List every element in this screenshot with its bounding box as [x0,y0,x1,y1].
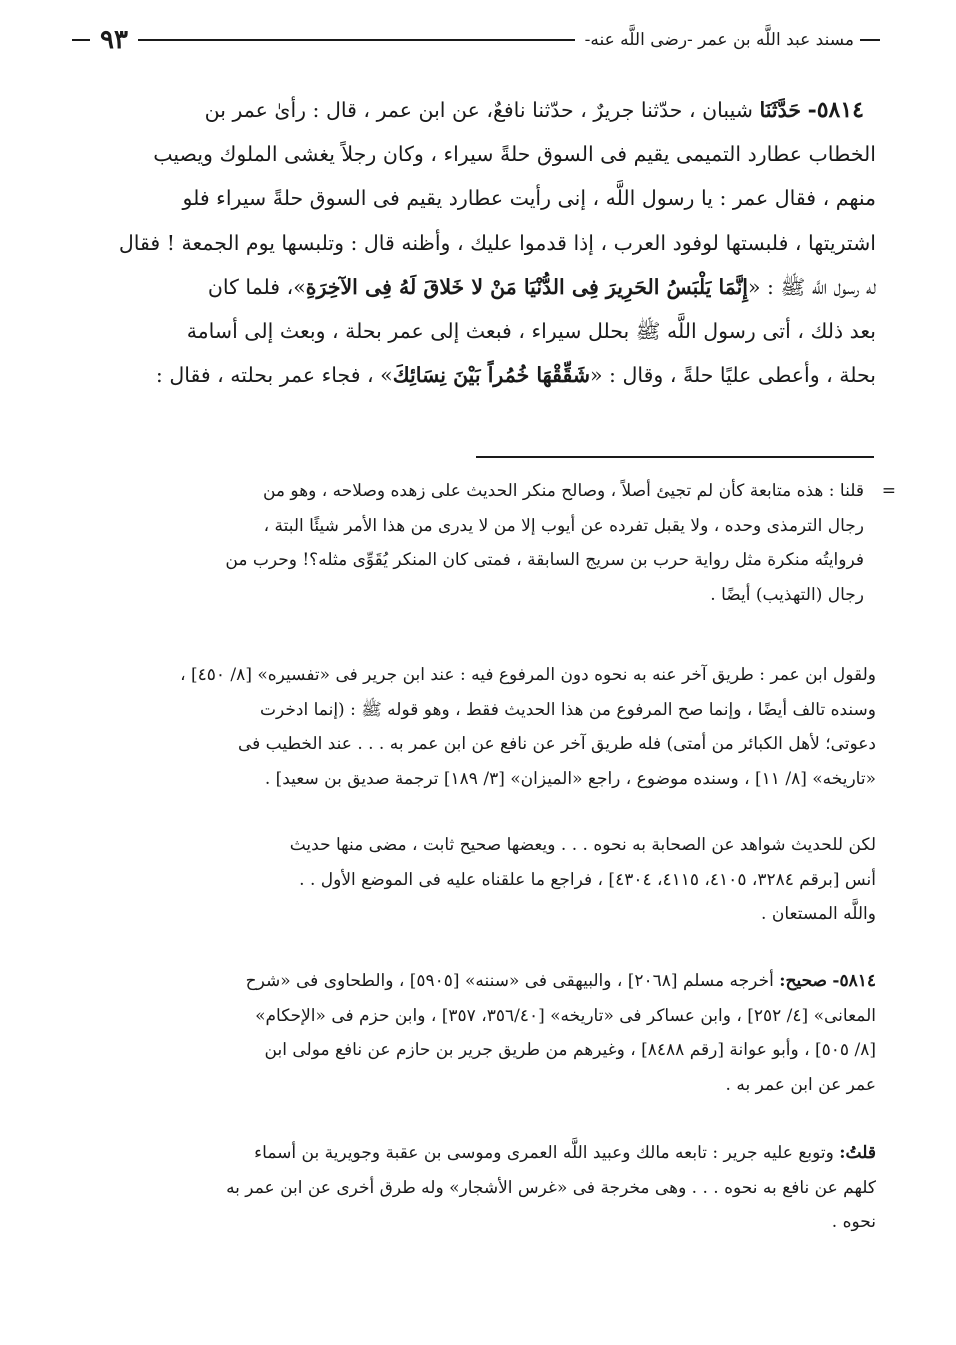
footnote-line: «تاريخه» [٨/ ١١] ، وسنده موضوع ، راجع «الميزان» [٣/ ١٨٩] ترجمة صديق بن سعيد] . [264,768,876,789]
hadith-line [76,353,876,397]
header-dash [72,39,90,41]
hadith-line-text: له رسول اللَّه ﷺ : « [748,274,876,299]
hadith-line-text: »، فلما كان [207,274,306,299]
footnote-line: دعوتى؛ لأهل الكبائر من أمتى) فله طريق آخر عن نافع عن ابن عمر به . . . عند الخطيب فى [237,734,876,755]
footnote-paragraph [76,828,876,932]
prophetic-saying: إِنَّمَا يَلْبَسُ الحَرِيرَ فِى الدُّنْيَا مَنْ لا خَلاقَ لَهُ فِى الآخِرَةِ [305,274,748,299]
footnote-line-text: وتوبع عليه جرير : تابعه مالك وعبيد اللَّه العمرى وموسى بن عقبة وجويرية بن أسماء [254,1143,834,1163]
qultu-label: قلتُ: [839,1143,876,1163]
footnote-paragraph [76,658,876,796]
grade-label: صحيح: [779,971,827,991]
header-dash [860,39,880,41]
comment-note [76,1136,876,1240]
haddathana: حَدَّثَنَا [759,98,802,122]
hadith-line: اشتريتها ، فلبستها لوفود العرب ، إذا قدموا عليك ، وأظنه قال : وتلبسها يوم الجمعة ! فقال [118,230,876,255]
hadith-text [76,88,876,397]
footnote-line: المعانى» [٤/ ٢٥٢] ، وابن عساكر فى «تاريخه» [٣٥٦/٤٠، ٣٥٧] ، وابن حزم فى «الإحكام» [255,1005,876,1026]
hadith-line: بعد ذلك ، أتى رسول اللَّه ﷺ بحلل سيراء ، فبعث إلى عمر بحلة ، وبعث إلى أسامة [186,318,876,343]
hadith-line [76,88,876,132]
footnote-line: وسنده تالف أيضًا ، وإنما صح المرفوع من هذا الحديث فقط ، وهو قوله ﷺ : (إنما ادخرت [259,699,876,720]
hadith-line-text: شيبان ، حدّثنا جريرٌ ، حدّثنا نافعٌ، عن ابن عمر ، قال : رأىٰ عمر بن [204,98,753,122]
footnote-line: فروايتُه منكرة مثل رواية حرب بن سريج السابقة ، فمتى كان المنكر يُقَوِّى مثله؟! وحرب من [225,550,864,571]
hadith-line-text: » ، فجاء عمر بحلته ، فقال : [155,363,393,388]
footnote-continuation [76,474,896,612]
footnote-line: رجال (التهذيب) أيضًا . [710,584,864,605]
footnote-line: لكن للحديث شواهد عن الصحابة به نحوه . . . ويعضها صحيح ثابت ، مضى منها حديث [289,835,876,855]
page-number: ٩٣ [100,25,128,55]
hadith-number: ٥٨١٤- [807,97,864,123]
footnote-line: ولقول ابن عمر : طريق آخر عنه به نحوه دون المرفوع فيه : عند ابن جرير فى «تفسيره» [٨/ ٤٥٠] ، [180,665,876,685]
hadith-line: الخطاب عطارد التميمى يقيم فى السوق حلةً سيراء ، وكان رجلاً يغشى الملوك ويصيب [153,142,876,167]
takhrij-number: ٥٨١٤- [832,971,876,991]
footnote-line: نحوه . [831,1212,876,1233]
continuation-marker: = [881,481,896,501]
takhrij-note [76,964,876,1102]
footnote-separator [476,456,874,458]
footnote-line: واللَّه المستعان . [761,904,876,925]
prophetic-saying: شَقِّقْهَا خُمُراً بَيْنَ نِسَائِكَ [392,363,590,388]
hadith-line: منهم ، فقال عمر : يا رسول اللَّه ، إنى رأيت عطارد يقيم فى السوق حلةً سيراء فلو [182,186,876,211]
hadith-line-text: بحلة ، وأعطى عليًا حلةً ، وقال : « [590,363,876,388]
footnote-line: قلنا : هذه متابعة كأن لم تجيئ أصلاً ، وصالح منكر الحديث على زهده وصلاحه ، وهو من [262,481,864,501]
hadith-line [76,265,876,309]
footnote-line [76,1136,876,1171]
header-rule [138,39,575,41]
footnote-line: أنس [برقم ٣٢٨٤، ٤١٠٥، ٤١١٥، ٤٣٠٤] ، فراجع ما علقناه عليه فى الموضع الأول . . [299,869,876,890]
running-title: مسند عبد اللَّه بن عمر -رضى اللَّه عنه- [584,30,854,50]
page-header [72,22,880,58]
footnote-line: رجال الترمذى وحده ، ولا يقبل تفرده عن أيوب إلا من لا يدرى من هذا الأمر شيئًا البتة ، [263,515,864,536]
footnote-line: كلهم عن نافع به نحوه . . . وهى مخرجة فى «غرس الأشجار» وله طرق أخرى عن ابن عمر به [226,1177,876,1198]
footnote-line-text: أخرجه مسلم [٢٠٦٨] ، والبيهقى فى «سننه» [٥٩٠٥] ، والطحاوى فى «شرح [245,971,774,991]
footnote-line: [٨/ ٥٠٥] ، وأبو عوانة [رقم ٨٤٨٨] ، وغيرهم من طريق جرير بن حازم عن نافع مولى ابن [264,1040,876,1061]
footnote-line [76,964,876,999]
footnote-line: عمر عن ابن عمر به . [725,1074,876,1095]
